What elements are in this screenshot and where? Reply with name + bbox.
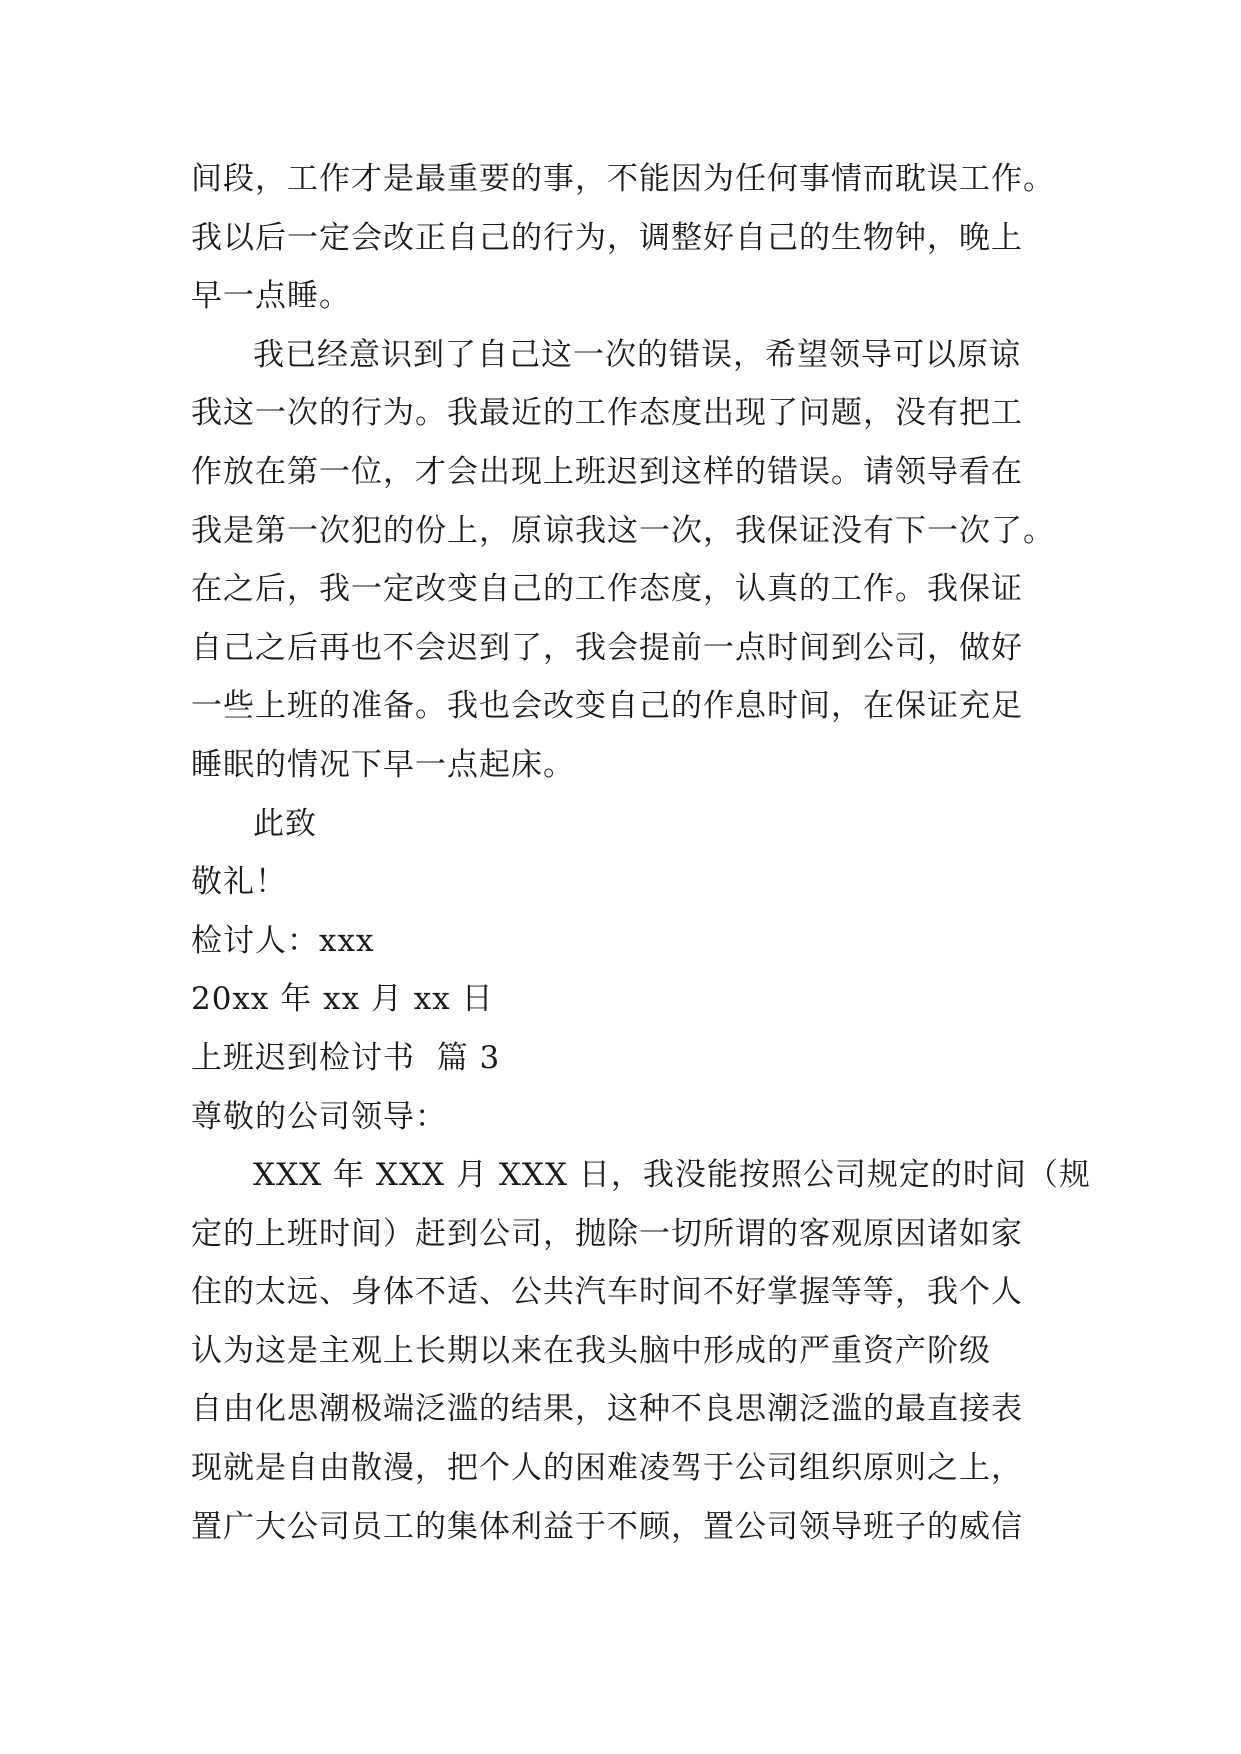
signature-line [191,912,1053,971]
date-line [191,970,1053,1029]
date-text: 20xx 年 xx 月 xx 日 [191,981,494,1018]
paragraph-3 [191,1146,1091,1556]
document-body [191,150,1091,1556]
text-line: 现就是自由散漫，把个人的困难凌驾于公司组织原则之上， [191,1450,1023,1487]
closing-text: 此致 [253,805,317,842]
text-line: 作放在第一位，才会出现上班迟到这样的错误。请领导看在 [191,453,1023,490]
greeting-line [191,1088,1053,1147]
text-line: 定的上班时间）赶到公司，抛除一切所谓的客观原因诸如家 [191,1215,1023,1252]
text-line: 在之后，我一定改变自己的工作态度，认真的工作。我保证 [191,571,1023,608]
paragraph-2 [191,326,1053,795]
text-line: 自由化思潮极端泛滥的结果，这种不良思潮泛滥的最直接表 [191,1391,1023,1428]
signature-text: 检讨人：xxx [191,922,375,959]
paragraph-1 [191,150,1053,326]
salute-text: 敬礼！ [191,864,287,901]
text-line: 一些上班的准备。我也会改变自己的作息时间，在保证充足 [191,688,1023,725]
text-line: 我已经意识到了自己这一次的错误，希望领导可以原谅 [253,336,1021,373]
text-line: 睡眠的情况下早一点起床。 [191,746,575,783]
section-title-text: 上班迟到检讨书 篇 3 [191,1039,501,1076]
closing-line [191,795,1053,854]
text-line: 我是第一次犯的份上，原谅我这一次，我保证没有下一次了。 [191,512,1055,549]
salute-line [191,853,1053,912]
text-line: 认为这是主观上长期以来在我头脑中形成的严重资产阶级 [191,1332,991,1369]
text-line: 我以后一定会改正自己的行为，调整好自己的生物钟，晚上 [191,219,1023,256]
text-line: 自己之后再也不会迟到了，我会提前一点时间到公司，做好 [191,629,1023,666]
greeting-text: 尊敬的公司领导： [191,1098,447,1135]
text-line: 我这一次的行为。我最近的工作态度出现了问题，没有把工 [191,395,1023,432]
text-line: 早一点睡。 [191,278,351,315]
text-line: 住的太远、身体不适、公共汽车时间不好掌握等等，我个人 [191,1274,1023,1311]
section-title [191,1029,1053,1088]
text-line: 间段，工作才是最重要的事，不能因为任何事情而耽误工作。 [191,161,1055,197]
text-line: XXX 年 XXX 月 XXX 日，我没能按照公司规定的时间（规 [253,1157,1091,1194]
text-line: 置广大公司员工的集体利益于不顾，置公司领导班子的威信 [191,1508,1023,1545]
